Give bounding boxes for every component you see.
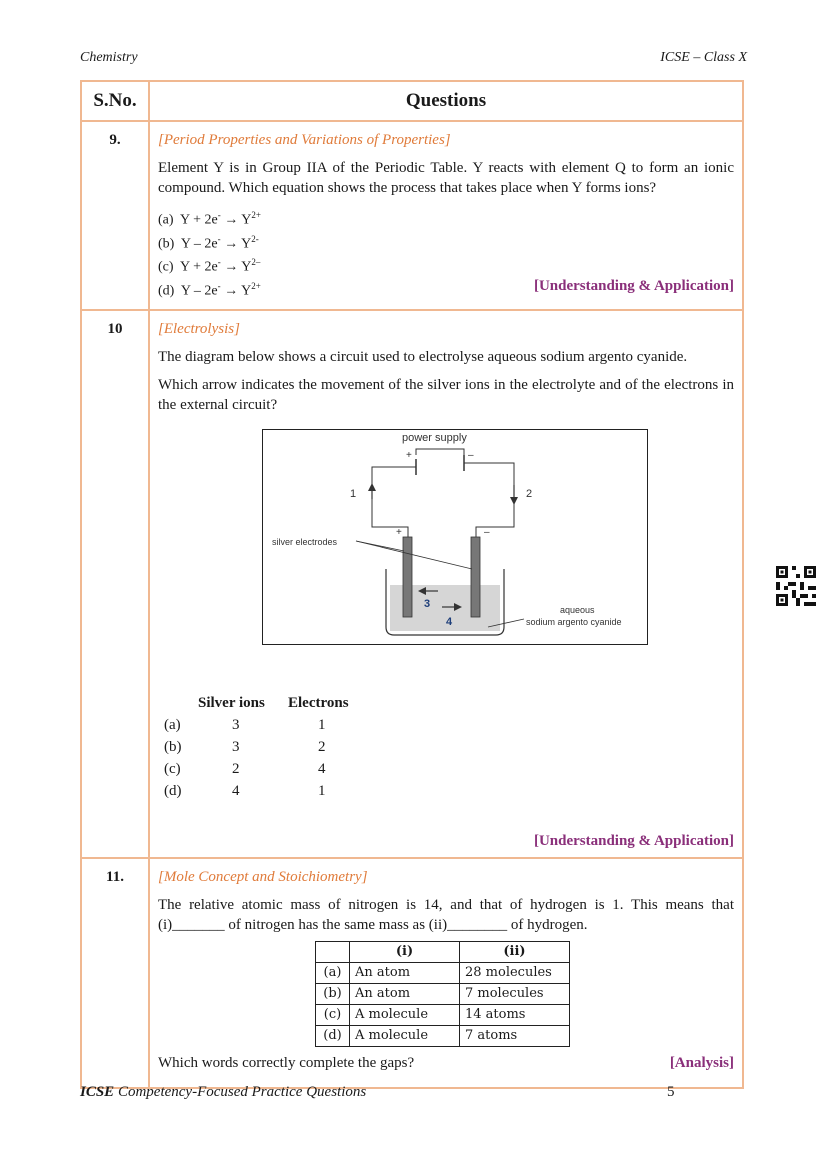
answer-row: (d) 4 1 [164,783,326,799]
grid-row: (d) A molecule 7 atoms [316,1026,570,1047]
question-text: The relative atomic mass of nitrogen is 14, and that of hydrogen is 1. This means that (i)_______ of nitrogen has the same mass as (ii)________ of hydrogen. [158,897,734,933]
question-text: The diagram below shows a circuit used to electrolyse aqueous sodium argento cyanide. [158,349,688,365]
arrow-4-label: 4 [446,616,453,628]
option-d: [Understanding & Application] (d) $Y - 2e^- \to Y^{2+}$ [158,277,734,299]
option-c: (c) $Y + 2e^- \to Y^{2-}$ [158,257,261,275]
electrode-plus: + [396,527,402,538]
question-topic: [Period Properties and Variations of Properties] [158,132,451,148]
supply-minus: – [468,450,474,461]
skill-tag: [Analysis] [669,1055,734,1071]
electrode-minus: – [484,527,490,538]
question-number: 10 [81,310,149,858]
questions-header: Questions [149,81,743,121]
question-row-10 [81,310,743,858]
question-row-9 [81,121,743,310]
skill-tag: [Understanding & Application] [533,833,734,849]
final-question: Which words correctly complete the gaps? [158,1055,415,1071]
grid-row: (c) A molecule 14 atoms [316,1005,570,1026]
answer-row: (a) 3 1 [164,717,326,733]
power-supply-label: power supply [402,432,467,444]
footer-title: ICSE Competency-Focused Practice Questions [80,1084,367,1100]
solution-label: sodium argento cyanide [526,617,622,627]
cathode [471,537,480,617]
question-text: Element Y is in Group IIA of the Periodic Table. Y reacts with element Q to form an ionic compound. Which equation shows the process that takes place when Y forms ions? [158,160,734,196]
header-course: ICSE – Class X [660,50,747,65]
qr-code-icon[interactable] [776,566,816,606]
question-text: Which arrow indicates the movement of the silver ions in the electrolyte and of the electrons in the external circuit? [158,377,734,413]
arrow-3-label: 3 [424,598,431,610]
option-a: (a) $Y + 2e^- \to Y^{2+}$ [158,210,261,228]
question-topic: [Mole Concept and Stoichiometry] [158,869,368,885]
question-number: 11. [81,858,149,1088]
sno-header: S.No. [81,81,149,121]
answer-row: (c) 2 4 [164,761,326,777]
questions-table [80,80,744,1089]
arrow-1-label: 1 [350,488,357,500]
final-question-line [158,1053,734,1073]
question-number: 9. [81,121,149,310]
skill-tag: [Understanding & Application] [533,277,734,294]
col-ii: (ii) [460,942,570,963]
electrolysis-diagram [262,429,648,645]
question-row-11 [81,858,743,1088]
option-b: (b) $Y - 2e^- \to Y^{2-}$ [158,233,259,252]
arrow-2-label: 2 [526,488,533,500]
aqueous-label: aqueous [560,605,595,615]
supply-plus: + [406,450,412,461]
header-subject: Chemistry [80,50,138,65]
options-list [158,206,734,301]
options-grid [315,941,570,1047]
col-electrons: Electrons [288,695,349,711]
page-number: 5 [667,1084,675,1100]
question-topic: [Electrolysis] [158,321,240,337]
electrodes-label: silver electrodes [272,537,338,547]
answer-table [164,693,349,803]
col-silver-ions: Silver ions [198,695,265,711]
answer-row: (b) 3 2 [164,739,326,755]
grid-row: (b) An atom 7 molecules [316,984,570,1005]
col-i: (i) [350,942,460,963]
grid-row: (a) An atom 28 molecules [316,963,570,984]
anode [403,537,412,617]
